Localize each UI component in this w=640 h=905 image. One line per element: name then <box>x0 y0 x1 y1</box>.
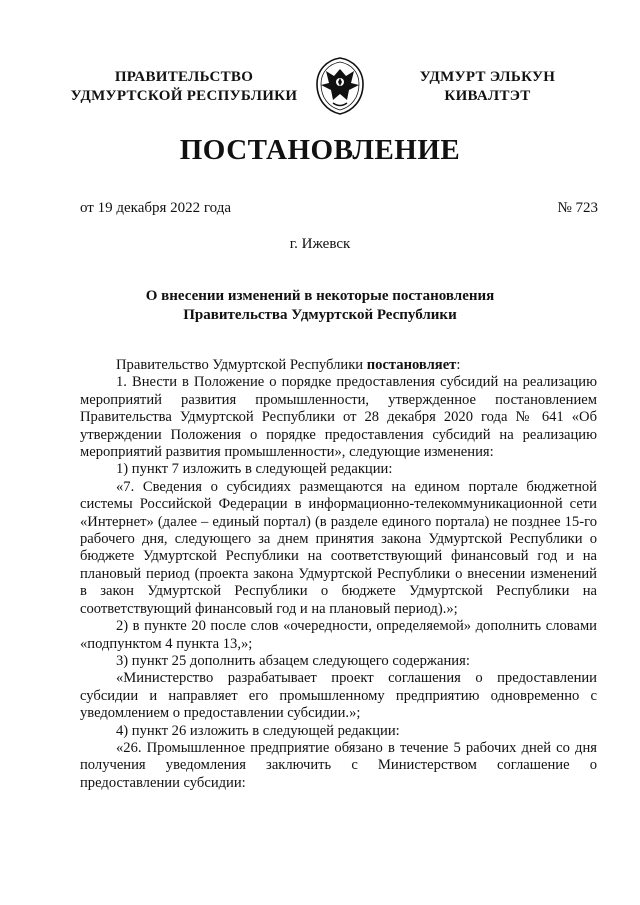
header-left <box>58 68 310 106</box>
intro-bold-verb: постановляет <box>366 357 457 373</box>
document-title-line1: О внесении изменений в некоторые постановления <box>145 288 495 304</box>
header-left-line1: ПРАВИТЕЛЬСТВО <box>114 69 254 85</box>
header-right <box>395 68 580 106</box>
header-left-line2: УДМУРТСКОЙ РЕСПУБЛИКИ <box>70 88 298 104</box>
body-paragraph: 2) в пункте 20 после слов «очередности, определяемой» дополнить словами «подпунктом 4 пункта 13,»; <box>80 618 597 652</box>
body-paragraph: «26. Промышленное предприятие обязано в течение 5 рабочих дней со дня получения уведомления заключить с Министерством соглашение о предоставлении субсидии: <box>80 739 597 791</box>
intro-suffix: : <box>456 357 461 373</box>
document-city: г. Ижевск <box>289 236 351 252</box>
document-number: № 723 <box>557 200 598 216</box>
document-title-line2: Правительства Удмуртской Республики <box>183 307 457 323</box>
intro-paragraph <box>80 357 597 374</box>
document-date: от 19 декабря 2022 года <box>80 200 232 216</box>
body-paragraph: 1) пункт 7 изложить в следующей редакции: <box>116 461 393 478</box>
body-paragraph: «Министерство разрабатывает проект соглашения о предоставлении субсидии и направляет его промышленному предприятию одновременно с уведомлением о предоставлении субсидии.»; <box>80 670 597 722</box>
body-paragraph: 3) пункт 25 дополнить абзацем следующего содержания: <box>116 652 470 669</box>
coat-of-arms-icon <box>313 56 367 116</box>
header-right-line2: КИВАЛТЭТ <box>444 88 531 104</box>
document-body <box>80 357 597 792</box>
intro-prefix: Правительство Удмуртской Республики <box>116 357 367 373</box>
body-paragraph: 1. Внести в Положение о порядке предоставления субсидий на реализацию мероприятий развития промышленности, утвержденное постановлением Правительства Удмуртской Республики от 28 декабря 2020 года № 641 «Об утверждении Положения о порядке предоставления субсидий на реализацию мероприятий развития промышленности», следующие изменения: <box>80 374 597 461</box>
document-title <box>100 287 540 325</box>
document-type-heading: ПОСТАНОВЛЕНИЕ <box>179 134 461 166</box>
header-right-line1: УДМУРТ ЭЛЬКУН <box>419 69 556 85</box>
body-paragraph: «7. Сведения о субсидиях размещаются на едином портале бюджетной системы Российской Федерации в информационно-телекоммуникационной сети «Интернет» (далее – единый портал) (в разделе единого портала) не позднее 15-го рабочего дня, следующего за днем принятия закона Удмуртской Республики о бюджете Удмуртской Республики на соответствующий финансовый год и на плановый период (проекта закона Удмуртской Республики о внесении изменений в закон Удмуртской Республики о бюджете Удмуртской Республики на соответствующий финансовый год и на плановый период).»; <box>80 478 597 617</box>
body-paragraph: 4) пункт 26 изложить в следующей редакции: <box>116 722 400 739</box>
